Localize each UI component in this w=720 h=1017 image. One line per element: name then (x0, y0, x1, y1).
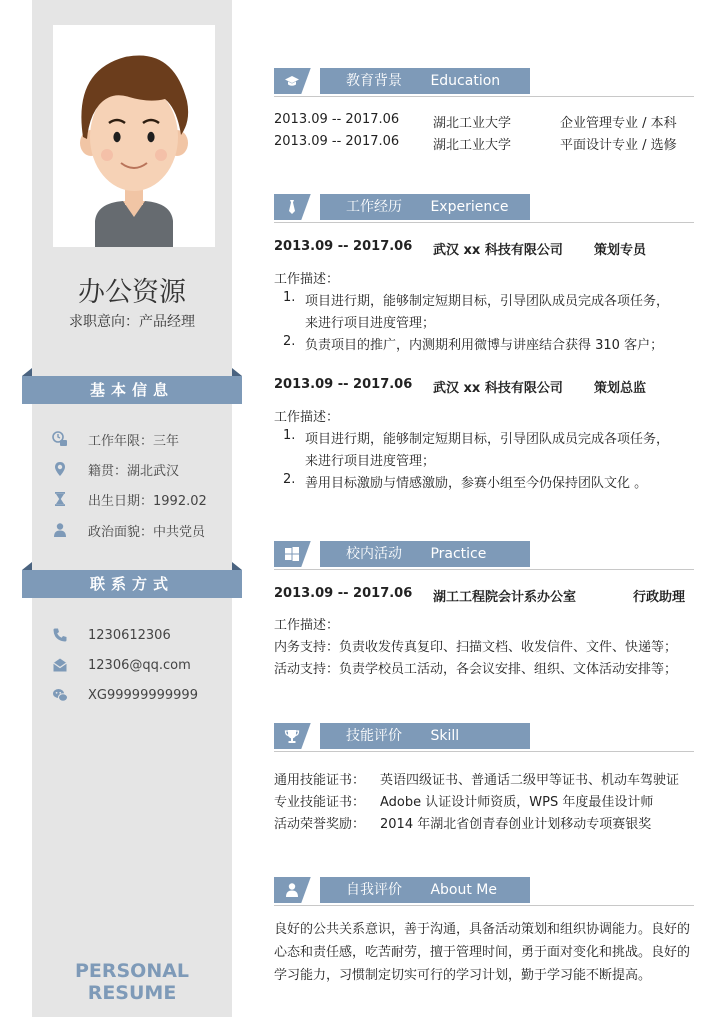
info-hometown (52, 459, 179, 479)
job-item-num: 2. (283, 472, 296, 487)
skill-title-cn: 技能评价 (346, 728, 402, 744)
person-icon (52, 522, 68, 538)
wechat-text: XG99999999999 (88, 687, 198, 703)
skill-value: 2014 年湖北省创青春创业计划移动专项赛银奖 (380, 817, 652, 832)
about-line: 学习能力，习惯制定切实可行的学习计划，勤于学习能不断提高。 (274, 968, 652, 983)
person-icon (284, 882, 300, 898)
contact-title: 联系方式 (89, 575, 174, 593)
education-title-en: Education (430, 73, 501, 89)
job-item-num: 2. (283, 334, 296, 349)
job-item-text: 来进行项目进度管理； (305, 454, 436, 469)
practice-divider (274, 569, 694, 570)
skill-divider (274, 751, 694, 752)
job-company: 武汉 xx 科技有限公司 (433, 381, 563, 396)
basic-info-title: 基本信息 (89, 381, 174, 399)
skill-section-header (274, 723, 530, 749)
wechat-icon (52, 687, 68, 703)
contact-email (52, 655, 191, 675)
email-icon (52, 657, 68, 673)
info-political (52, 520, 205, 540)
edu-school: 湖北工业大学 (433, 138, 512, 153)
job-item-text: 项目进行期，能够制定短期目标，引导团队成员完成各项任务， (305, 294, 670, 309)
job-period: 2013.09 -- 2017.06 (274, 377, 413, 392)
edu-major: 平面设计专业 / 选修 (560, 138, 677, 153)
experience-section-header (274, 194, 530, 220)
edu-period: 2013.09 -- 2017.06 (274, 112, 400, 127)
about-line: 良好的公共关系意识，善于沟通，具备活动策划和组织协调能力。良好的 (274, 922, 691, 937)
edu-school: 湖北工业大学 (433, 116, 512, 131)
practice-desc-label: 工作描述： (274, 618, 340, 633)
avatar (53, 25, 215, 247)
job-desc-label: 工作描述： (274, 410, 340, 425)
about-title-cn: 自我评价 (346, 882, 402, 898)
job-role: 策划总监 (594, 381, 647, 396)
job-item-text: 负责项目的推广，内测期利用微博与讲座结合获得 310 客户； (305, 338, 664, 353)
job-item-text: 来进行项目进度管理； (305, 316, 436, 331)
skill-value: Adobe 认证设计师资质，WPS 年度最佳设计师 (380, 795, 654, 810)
practice-line: 内务支持：负责收发传真复印、扫描文档、收发信件、文件、快递等； (274, 640, 678, 655)
skill-label: 活动荣誉奖励： (274, 817, 366, 832)
info-birthdate (52, 489, 207, 509)
basic-info-header (22, 376, 242, 404)
hometown-text: 籍贯：湖北武汉 (88, 463, 180, 479)
experience-title-cn: 工作经历 (346, 199, 402, 215)
job-item-text: 善用目标激励与情感激励，参赛小组至今仍保持团队文化 。 (305, 476, 648, 491)
practice-section-header (274, 541, 530, 567)
hourglass-icon (52, 491, 68, 507)
person-name: 办公资源 (78, 277, 186, 308)
job-desc-label: 工作描述： (274, 272, 340, 287)
practice-title-en: Practice (430, 546, 487, 562)
about-divider (274, 905, 694, 906)
windows-grid-icon (284, 546, 300, 562)
edu-period: 2013.09 -- 2017.06 (274, 134, 400, 149)
about-line: 心态和责任感，吃苦耐劳，擅于管理时间，勇于面对变化和挑战。良好的 (274, 945, 691, 960)
job-role: 策划专员 (594, 243, 647, 258)
phone-text: 1230612306 (88, 627, 171, 643)
location-icon (52, 461, 68, 477)
edu-major: 企业管理专业 / 本科 (560, 116, 677, 131)
education-section-header (274, 68, 530, 94)
trophy-icon (284, 728, 300, 744)
contact-wechat (52, 685, 198, 705)
experience-title-en: Experience (430, 199, 509, 215)
practice-line: 活动支持：负责学校员工活动，各会议安排、组织、文体活动安排等； (274, 662, 678, 677)
practice-title-cn: 校内活动 (346, 546, 402, 562)
job-company: 武汉 xx 科技有限公司 (433, 243, 563, 258)
skill-title-en: Skill (430, 728, 460, 744)
birthdate-text: 出生日期：1992.02 (88, 493, 207, 509)
personal-resume-footer: PERSONAL RESUME (74, 960, 190, 1004)
practice-role: 行政助理 (633, 590, 686, 605)
skill-value: 英语四级证书、普通话二级甲等证书、机动车驾驶证 (380, 773, 680, 788)
job-item-num: 1. (283, 428, 296, 443)
job-intention: 求职意向：产品经理 (69, 314, 195, 330)
contact-phone (52, 625, 171, 645)
work-years-icon (52, 431, 68, 447)
about-section-header (274, 877, 530, 903)
email-text: 12306@qq.com (88, 657, 191, 673)
job-item-num: 1. (283, 290, 296, 305)
about-title-en: About Me (430, 882, 497, 898)
skill-label: 专业技能证书： (274, 795, 366, 810)
phone-icon (52, 627, 68, 643)
cartoon-avatar-icon (53, 25, 215, 247)
education-title-cn: 教育背景 (346, 73, 402, 89)
job-period: 2013.09 -- 2017.06 (274, 239, 413, 254)
skill-label: 通用技能证书： (274, 773, 366, 788)
political-text: 政治面貌：中共党员 (88, 524, 206, 540)
tie-icon (284, 199, 300, 215)
contact-header (22, 570, 242, 598)
graduation-cap-icon (284, 73, 300, 89)
experience-divider (274, 222, 694, 223)
info-work-years (52, 429, 179, 449)
work-years-text: 工作年限：三年 (88, 433, 180, 449)
education-divider (274, 96, 694, 97)
job-item-text: 项目进行期，能够制定短期目标，引导团队成员完成各项任务， (305, 432, 670, 447)
practice-period: 2013.09 -- 2017.06 (274, 586, 413, 601)
practice-org: 湖工工程院会计系办公室 (433, 590, 577, 605)
